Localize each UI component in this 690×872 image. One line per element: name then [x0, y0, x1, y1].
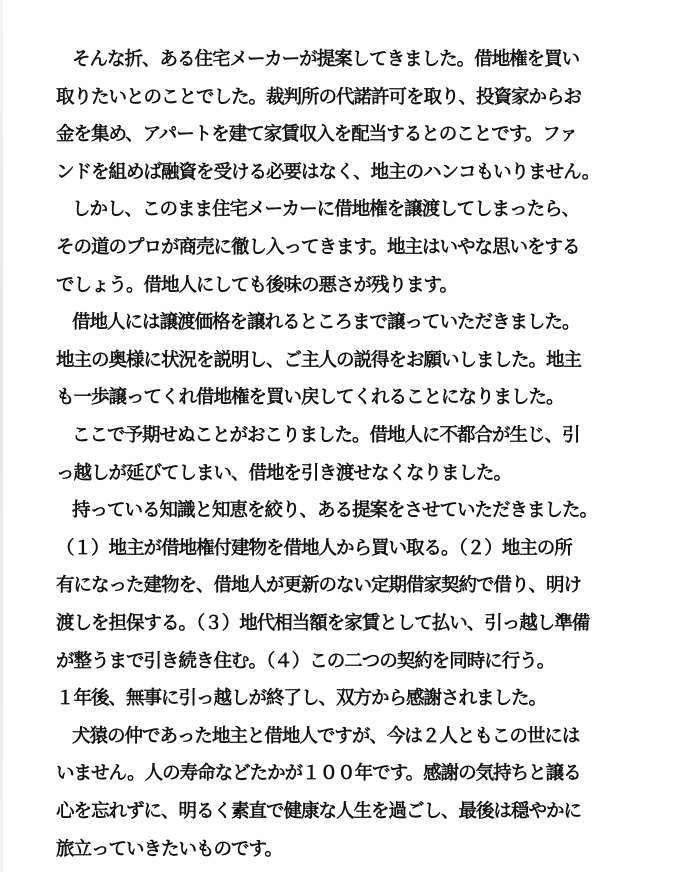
text-line: 持っている知識と知恵を絞り、ある提案をさせていただきました。 — [72, 500, 598, 522]
text-line: 心を忘れずに、明るく素直で健康な人生を過ごし、最後は穏やかに — [56, 801, 582, 822]
text-line: ここで予期せぬことがおこりました。借地人に不都合が生じ、引 — [72, 425, 580, 446]
text-line: （１）地主が借地権付建物を借地人から買い取る。（２）地主の所 — [56, 537, 572, 559]
text-line: いません。人の寿命などたかが１００年です。感謝の気持ちと譲る — [56, 763, 581, 785]
text-line: その道のプロが商売に徹し入ってきます。地主はいやな思いをする — [56, 237, 580, 258]
text-line: っ越しが延びてしまい、借地を引き渡せなくなりました。 — [56, 462, 512, 484]
text-line: ンドを組めば融資を受ける必要はなく、地主のハンコもいりません。 — [56, 161, 600, 183]
text-line: でしょう。借地人にしても後味の悪さが残ります。 — [56, 274, 458, 296]
text-line: 渡しを担保する。（３）地代相当額を家賃として払い、引っ越し準備 — [56, 613, 590, 634]
text-line: 旅立っていきたいものです。 — [56, 838, 283, 860]
text-line: そんな折、ある住宅メーカーが提案してきました。借地権を買い — [72, 49, 580, 70]
text-line: 取りたいとのことでした。裁判所の代諾許可を取り、投資家からお — [56, 86, 582, 108]
text-line: も一歩譲ってくれ借地権を買い戻してくれることになりました。 — [56, 387, 564, 409]
text-line: しかし、このまま住宅メーカーに借地権を譲渡してしまったら、 — [72, 199, 580, 221]
text-line: 借地人には譲渡価格を譲れるところまで譲っていただきました。 — [72, 312, 580, 334]
text-line: が整うまで引き続き住む。（４）この二つの契約を同時に行う。 — [56, 650, 555, 672]
text-line: 有になった建物を、借地人が更新のない定期借家契約で借り、明け — [56, 575, 582, 597]
text-line: 犬猿の仲であった地主と借地人ですが、今は２人ともこの世には — [72, 725, 580, 747]
text-line: １年後、無事に引っ越しが終了し、双方から感謝されました。 — [56, 688, 547, 710]
text-line: 金を集め、アパートを建て家賃収入を配当するとのことです。ファ — [56, 124, 577, 146]
text-line: 地主の奥様に状況を説明し、ご主人の説得をお願いしました。地主 — [56, 349, 582, 371]
scan-edge — [0, 0, 3, 872]
